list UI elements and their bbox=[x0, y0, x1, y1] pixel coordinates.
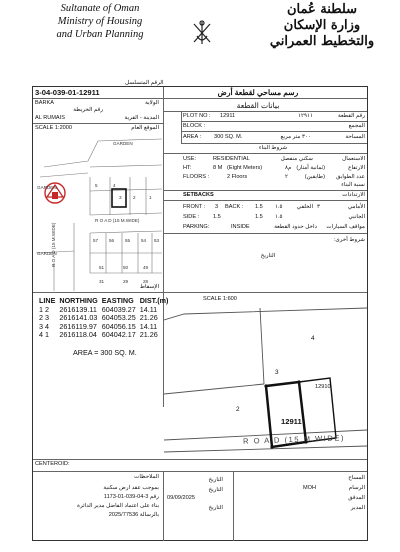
checker-date-label-ar: التاريخ bbox=[208, 505, 223, 511]
village-label-ar: المدينة - القرية bbox=[124, 115, 159, 121]
notes-line-3: بناء على اعتماد الفاضل مدير الدائرة bbox=[77, 503, 159, 509]
other-conditions-label-ar: شروط أخرى: bbox=[333, 237, 365, 243]
side-setback-value-2: 1.5 bbox=[255, 214, 263, 220]
detail-lot-right: 3 bbox=[275, 369, 279, 376]
checker-label-ar: المدقق bbox=[348, 495, 365, 501]
coord-cell: 604042.17 bbox=[101, 330, 136, 339]
height-value: 8 M bbox=[213, 165, 223, 171]
coord-cell: 2 3 bbox=[39, 313, 49, 322]
use-label: USE: bbox=[183, 156, 197, 162]
wilayat-value: BARKA bbox=[35, 100, 54, 106]
conditions-date-label-ar: التاريخ bbox=[260, 253, 276, 259]
key-map-lot: 29 bbox=[123, 279, 129, 284]
detail-lot-top: 4 bbox=[311, 335, 315, 342]
notes-line-2: رقم 3-04-039-01-1173 bbox=[103, 494, 159, 500]
detail-map-scale: SCALE 1:600 bbox=[203, 296, 237, 302]
back-setback-label-ar: الخلفي bbox=[296, 204, 313, 210]
side-setback-value: 1.5 bbox=[213, 214, 221, 220]
detail-road-label: R O A D (15 M.WIDE) bbox=[242, 433, 346, 446]
coord-cell: 1 2 bbox=[39, 304, 49, 314]
key-map-lot: 3 bbox=[119, 195, 122, 200]
detail-lot-left: 2 bbox=[236, 406, 240, 413]
document-title-ar: رسم مساحي لقطعة أرض bbox=[217, 88, 299, 97]
notes-title-ar: الملاحظات bbox=[134, 474, 159, 480]
coord-cell: 3 4 bbox=[39, 321, 49, 331]
key-map-road-vertical: R O A D (15 M.WIDE) bbox=[51, 222, 56, 267]
coord-cell: 14.11 bbox=[139, 321, 158, 331]
front-setback-label: FRONT : bbox=[183, 204, 206, 210]
plot-number-ar-value: ١٢٩١١ bbox=[298, 113, 314, 119]
coord-cell: 2616139.11 bbox=[59, 304, 97, 314]
coord-cell: 604039.27 bbox=[101, 304, 136, 314]
coord-header-easting: EASTING bbox=[101, 296, 134, 305]
coord-cell: 21.26 bbox=[139, 330, 158, 339]
key-map-lot: 51 bbox=[99, 265, 105, 270]
map-number-label-ar: رقم الخريطة bbox=[73, 107, 103, 113]
height-note: (Eight Meters) bbox=[227, 165, 263, 171]
key-map-lot: 4 bbox=[113, 183, 116, 188]
setbacks-label-ar: الارتدادات bbox=[342, 192, 365, 198]
coord-header-distance: DIST.(m) bbox=[139, 296, 169, 305]
director-label-ar: المدير bbox=[350, 505, 365, 511]
parking-value: INSIDE bbox=[231, 224, 250, 230]
total-area: AREA = 300 SQ. M. bbox=[73, 348, 137, 357]
height-label: HT: bbox=[183, 165, 192, 171]
coordinates-table bbox=[39, 297, 172, 340]
coord-cell: 2616119.97 bbox=[59, 321, 97, 331]
key-map-lot: 49 bbox=[143, 265, 149, 270]
drafter-name: MOH bbox=[303, 485, 317, 491]
area-value: 300 SQ. M. bbox=[214, 134, 243, 140]
use-value: RESIDENTIAL bbox=[213, 156, 250, 162]
parking-label: PARKING: bbox=[183, 224, 210, 230]
surveyor-date-label-ar: التاريخ bbox=[208, 477, 223, 483]
coord-cell: 4 1 bbox=[39, 330, 49, 339]
drafter-date-label-ar: التاريخ bbox=[208, 487, 223, 493]
key-map-garden-top: GARDEN bbox=[113, 141, 133, 146]
floors-note-ar: (طابقين) bbox=[304, 174, 325, 180]
coord-cell: 604056.15 bbox=[101, 321, 136, 331]
setbacks-label: SETBACKS bbox=[183, 192, 214, 198]
area-label: AREA : bbox=[183, 134, 202, 140]
key-map-lot: 2 bbox=[133, 195, 136, 200]
floors-label-ar: عدد الطوابق bbox=[336, 174, 365, 180]
key-map-lot: 50 bbox=[123, 265, 129, 270]
parking-label-ar: مواقف السيارات bbox=[326, 224, 365, 230]
plot-number-label: PLOT NO : bbox=[183, 113, 211, 119]
serial-label-ar: الرقم المتسلسل bbox=[125, 80, 164, 86]
drafter-label-ar: الرسام bbox=[348, 485, 365, 491]
height-value-ar: م٨ bbox=[285, 165, 292, 171]
coord-cell: 14.11 bbox=[139, 304, 158, 314]
wilayat-label-ar: الولاية bbox=[145, 100, 159, 106]
key-map-lot: 57 bbox=[93, 238, 99, 243]
plot-number: 12911 bbox=[220, 113, 236, 119]
table-row bbox=[39, 331, 172, 340]
survey-sheet-frame bbox=[32, 80, 368, 541]
bua-label-ar: نسبة البناء bbox=[341, 182, 365, 188]
block-label: BLOCK : bbox=[183, 123, 206, 129]
key-map-garden-left: GARDEN bbox=[37, 185, 57, 190]
detail-plot-number: 12911 bbox=[281, 417, 302, 426]
plot-info-title-ar: بيانات القطعة bbox=[236, 101, 280, 110]
key-map-lot: 53 bbox=[154, 238, 160, 243]
block-label-ar: المجمع bbox=[348, 123, 365, 129]
surveyor-label-ar: المساح bbox=[348, 475, 365, 481]
detail-neighbor-number: 12910 bbox=[315, 384, 331, 390]
area-label-ar: المساحة bbox=[345, 134, 365, 140]
use-value-ar: سكني منفصل bbox=[280, 156, 313, 162]
back-setback-ar-value: ١.٥ bbox=[275, 204, 283, 210]
area-value-ar: ٣٠٠ متر مربع bbox=[280, 134, 311, 140]
coord-header-northing: NORTHING bbox=[59, 296, 98, 305]
key-map-lot: 56 bbox=[109, 238, 115, 243]
front-setback-value: 3 bbox=[215, 204, 219, 210]
notes-line-4: بالرسالة 2025/77536 bbox=[108, 512, 159, 518]
coord-cell: 2616141.03 bbox=[59, 313, 98, 322]
drafter-date: 09/09/2025 bbox=[167, 495, 195, 501]
coord-cell: 2616118.04 bbox=[59, 330, 97, 339]
oman-emblem-icon bbox=[188, 18, 216, 48]
back-setback-value: 1.5 bbox=[255, 204, 263, 210]
plot-number-label-ar: رقم القطعة bbox=[337, 113, 365, 119]
side-setback-label: SIDE : bbox=[183, 214, 200, 220]
key-map-lot: 31 bbox=[99, 279, 105, 284]
ministry-name-arabic: سلطنة عُمان وزارة الإسكان والتخطيط العمراني bbox=[269, 2, 375, 49]
height-note-ar: (ثمانية أمتار) bbox=[296, 165, 325, 171]
height-label-ar: الارتفاع bbox=[348, 165, 365, 171]
parking-value-ar: داخل حدود القطعة bbox=[274, 224, 317, 230]
key-map-scale: SCALE 1:2000 bbox=[35, 125, 73, 131]
side-setback-label-ar: الجانبي bbox=[348, 214, 365, 220]
floors-value: 2 Floors bbox=[227, 174, 248, 180]
key-map-road-horizontal: R O A D (15 M.WIDE) bbox=[95, 218, 140, 223]
floors-value-ar: ٢ bbox=[285, 174, 289, 180]
coord-cell: 21.26 bbox=[139, 313, 158, 322]
key-map-lot: 55 bbox=[125, 238, 131, 243]
centeroid-label: CENTEROID: bbox=[35, 461, 70, 467]
floors-label: FLOORS : bbox=[183, 174, 210, 180]
projection-label-ar: الإسقاط bbox=[139, 284, 159, 290]
general-site-label-ar: الموقع العام bbox=[131, 125, 159, 131]
serial-number: 3-04-039-01-12911 bbox=[35, 88, 100, 97]
key-map-lot: 5 bbox=[95, 183, 98, 188]
front-setback-ar-value: ٣ bbox=[317, 204, 321, 210]
key-map-lot: 54 bbox=[141, 238, 147, 243]
coord-header-line: LINE bbox=[39, 296, 56, 305]
building-conditions-title-ar: شروط البناء bbox=[258, 145, 288, 151]
use-label-ar: الاستعمال bbox=[342, 156, 365, 162]
front-setback-label-ar: الأمامي bbox=[347, 204, 365, 210]
coord-cell: 604053.25 bbox=[101, 313, 136, 322]
key-map-lot: 28 bbox=[143, 279, 149, 284]
key-map-lot: 1 bbox=[149, 195, 152, 200]
back-setback-label: BACK : bbox=[225, 204, 244, 210]
side-setback-ar-value: ١.٥ bbox=[275, 214, 283, 220]
key-map-garden-bottom: GARDEN bbox=[37, 251, 57, 256]
ministry-name-english: Sultanate of Oman Ministry of Housing and Urban Planning bbox=[56, 3, 144, 40]
notes-line-1: بموجب عقد ارض سكنية bbox=[103, 485, 159, 491]
village-value: AL RUMAIS bbox=[35, 115, 65, 121]
